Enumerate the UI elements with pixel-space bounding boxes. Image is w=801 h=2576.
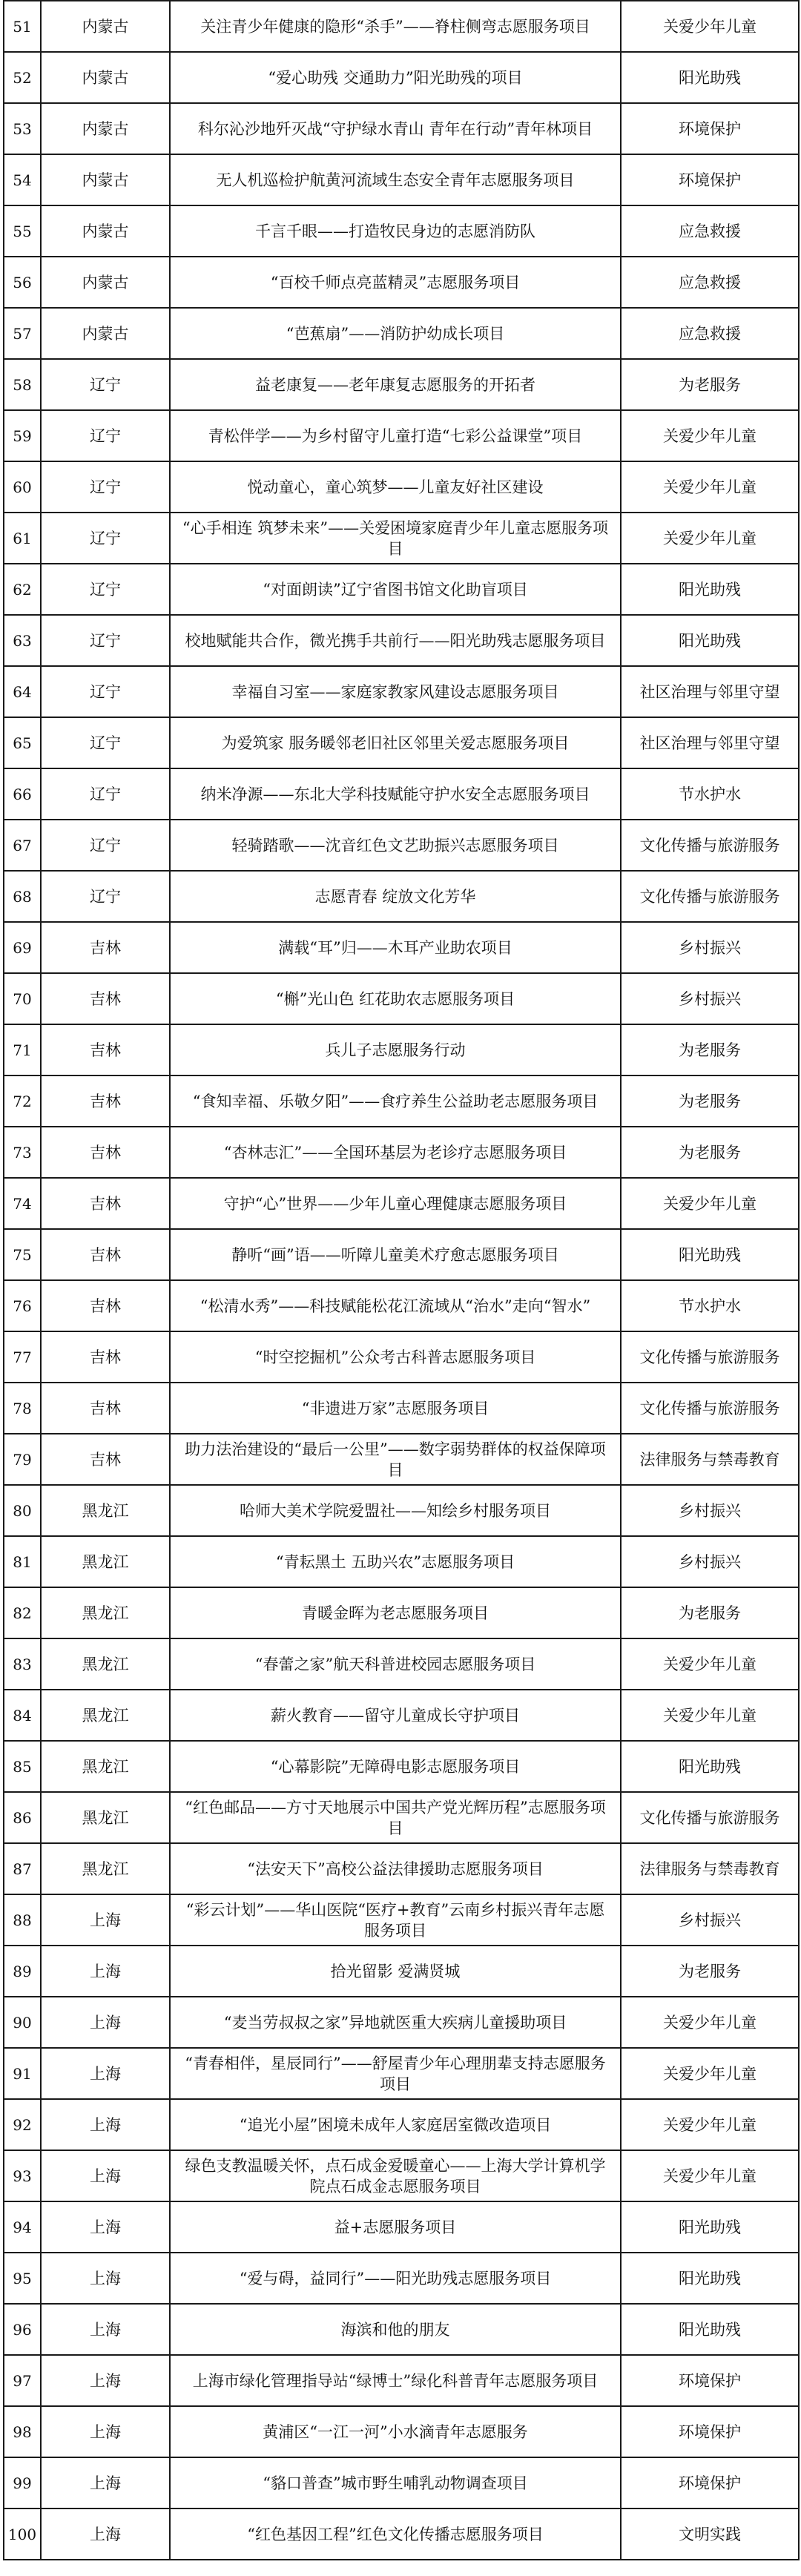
table-row <box>4 2150 799 2201</box>
project-name-cell: “芭蕉扇”——消防护幼成长项目 <box>170 308 621 359</box>
project-name-cell: “爱心助残 交通助力”阳光助残的项目 <box>170 52 621 103</box>
category-cell: 文化传播与旅游服务 <box>621 1331 799 1383</box>
table-row <box>4 359 799 410</box>
project-name-cell: “追光小屋”困境未成年人家庭居室微改造项目 <box>170 2099 621 2150</box>
province-cell: 吉林 <box>41 1229 170 1280</box>
table-row <box>4 461 799 513</box>
table-row <box>4 1485 799 1536</box>
table-row <box>4 1075 799 1127</box>
category-cell: 阳光助残 <box>621 1741 799 1792</box>
row-number-cell: 71 <box>4 1024 41 1075</box>
table-row <box>4 1331 799 1383</box>
category-cell: 环境保护 <box>621 103 799 154</box>
project-name-cell: 校地赋能共合作，微光携手共前行——阳光助残志愿服务项目 <box>170 615 621 666</box>
province-cell: 黑龙江 <box>41 1690 170 1741</box>
project-name-cell: 轻骑踏歌——沈音红色文艺助振兴志愿服务项目 <box>170 820 621 871</box>
province-cell: 黑龙江 <box>41 1485 170 1536</box>
table-row <box>4 973 799 1024</box>
province-cell: 辽宁 <box>41 871 170 922</box>
category-cell: 应急救援 <box>621 308 799 359</box>
province-cell: 辽宁 <box>41 461 170 513</box>
row-number-cell: 51 <box>4 1 41 52</box>
row-number-cell: 73 <box>4 1127 41 1178</box>
row-number-cell: 95 <box>4 2253 41 2304</box>
province-cell: 上海 <box>41 2099 170 2150</box>
project-name-cell: “红色邮品——方寸天地展示中国共产党光辉历程”志愿服务项目 <box>170 1792 621 1843</box>
project-name-cell: 绿色支教温暖关怀，点石成金爱暖童心——上海大学计算机学院点石成金志愿服务项目 <box>170 2150 621 2201</box>
table-row <box>4 1127 799 1178</box>
row-number-cell: 64 <box>4 666 41 717</box>
row-number-cell: 96 <box>4 2304 41 2355</box>
row-number-cell: 94 <box>4 2201 41 2253</box>
table-row <box>4 820 799 871</box>
project-name-cell: 兵儿子志愿服务行动 <box>170 1024 621 1075</box>
table-row <box>4 257 799 308</box>
table-row <box>4 564 799 615</box>
category-cell: 环境保护 <box>621 2457 799 2509</box>
project-name-cell: 益老康复——老年康复志愿服务的开拓者 <box>170 359 621 410</box>
category-cell: 关爱少年儿童 <box>621 2048 799 2099</box>
project-name-cell: 科尔沁沙地歼灭战“守护绿水青山 青年在行动”青年林项目 <box>170 103 621 154</box>
table-row <box>4 154 799 205</box>
category-cell: 社区治理与邻里守望 <box>621 717 799 768</box>
table-row <box>4 2406 799 2457</box>
row-number-cell: 97 <box>4 2355 41 2406</box>
table-row <box>4 768 799 820</box>
table-row <box>4 1946 799 1997</box>
province-cell: 辽宁 <box>41 717 170 768</box>
row-number-cell: 72 <box>4 1075 41 1127</box>
row-number-cell: 56 <box>4 257 41 308</box>
province-cell: 上海 <box>41 2509 170 2560</box>
project-name-cell: “彩云计划”——华山医院“医疗+教育”云南乡村振兴青年志愿服务项目 <box>170 1894 621 1946</box>
row-number-cell: 69 <box>4 922 41 973</box>
category-cell: 关爱少年儿童 <box>621 461 799 513</box>
row-number-cell: 82 <box>4 1587 41 1638</box>
category-cell: 阳光助残 <box>621 564 799 615</box>
province-cell: 辽宁 <box>41 564 170 615</box>
project-name-cell: “非遗进万家”志愿服务项目 <box>170 1383 621 1434</box>
table-row <box>4 2355 799 2406</box>
category-cell: 关爱少年儿童 <box>621 1638 799 1690</box>
row-number-cell: 59 <box>4 410 41 461</box>
category-cell: 环境保护 <box>621 2355 799 2406</box>
row-number-cell: 61 <box>4 513 41 564</box>
category-cell: 法律服务与禁毒教育 <box>621 1843 799 1894</box>
table-row <box>4 103 799 154</box>
project-name-cell: 青松伴学——为乡村留守儿童打造“七彩公益课堂”项目 <box>170 410 621 461</box>
row-number-cell: 80 <box>4 1485 41 1536</box>
province-cell: 上海 <box>41 2150 170 2201</box>
category-cell: 关爱少年儿童 <box>621 513 799 564</box>
project-name-cell: 悦动童心，童心筑梦——儿童友好社区建设 <box>170 461 621 513</box>
project-name-cell: “爱与碍，益同行”——阳光助残志愿服务项目 <box>170 2253 621 2304</box>
province-cell: 上海 <box>41 2406 170 2457</box>
row-number-cell: 99 <box>4 2457 41 2509</box>
project-name-cell: “松清水秀”——科技赋能松花江流域从“治水”走向“智水” <box>170 1280 621 1331</box>
row-number-cell: 52 <box>4 52 41 103</box>
project-name-cell: “春蕾之家”航天科普进校园志愿服务项目 <box>170 1638 621 1690</box>
category-cell: 关爱少年儿童 <box>621 1 799 52</box>
category-cell: 文化传播与旅游服务 <box>621 871 799 922</box>
category-cell: 节水护水 <box>621 768 799 820</box>
project-name-cell: 守护“心”世界——少年儿童心理健康志愿服务项目 <box>170 1178 621 1229</box>
table-row <box>4 1229 799 1280</box>
project-name-cell: “青耘黑土 五助兴农”志愿服务项目 <box>170 1536 621 1587</box>
province-cell: 辽宁 <box>41 410 170 461</box>
row-number-cell: 85 <box>4 1741 41 1792</box>
row-number-cell: 79 <box>4 1434 41 1485</box>
category-cell: 为老服务 <box>621 1127 799 1178</box>
category-cell: 社区治理与邻里守望 <box>621 666 799 717</box>
province-cell: 吉林 <box>41 1331 170 1383</box>
table-row <box>4 1536 799 1587</box>
category-cell: 关爱少年儿童 <box>621 1690 799 1741</box>
province-cell: 内蒙古 <box>41 103 170 154</box>
category-cell: 阳光助残 <box>621 2201 799 2253</box>
row-number-cell: 54 <box>4 154 41 205</box>
province-cell: 上海 <box>41 2355 170 2406</box>
province-cell: 黑龙江 <box>41 1792 170 1843</box>
province-cell: 辽宁 <box>41 820 170 871</box>
row-number-cell: 81 <box>4 1536 41 1587</box>
province-cell: 上海 <box>41 1997 170 2048</box>
table-row <box>4 2048 799 2099</box>
table-row <box>4 1178 799 1229</box>
category-cell: 为老服务 <box>621 359 799 410</box>
category-cell: 为老服务 <box>621 1075 799 1127</box>
row-number-cell: 86 <box>4 1792 41 1843</box>
category-cell: 阳光助残 <box>621 2304 799 2355</box>
row-number-cell: 70 <box>4 973 41 1024</box>
project-name-cell: 纳米净源——东北大学科技赋能守护水安全志愿服务项目 <box>170 768 621 820</box>
province-cell: 上海 <box>41 2201 170 2253</box>
row-number-cell: 58 <box>4 359 41 410</box>
project-name-cell: 满载“耳”归——木耳产业助农项目 <box>170 922 621 973</box>
table-row <box>4 1587 799 1638</box>
table-row <box>4 52 799 103</box>
category-cell: 关爱少年儿童 <box>621 2099 799 2150</box>
row-number-cell: 93 <box>4 2150 41 2201</box>
project-name-cell: “青春相伴，星辰同行”——舒屋青少年心理朋辈支持志愿服务项目 <box>170 2048 621 2099</box>
category-cell: 乡村振兴 <box>621 1485 799 1536</box>
project-name-cell: “百校千师点亮蓝精灵”志愿服务项目 <box>170 257 621 308</box>
category-cell: 关爱少年儿童 <box>621 410 799 461</box>
project-name-cell: “心手相连 筑梦未来”——关爱困境家庭青少年儿童志愿服务项目 <box>170 513 621 564</box>
table-row <box>4 717 799 768</box>
row-number-cell: 87 <box>4 1843 41 1894</box>
project-name-cell: 青暖金晖为老志愿服务项目 <box>170 1587 621 1638</box>
project-name-cell: “食知幸福、乐敬夕阳”——食疗养生公益助老志愿服务项目 <box>170 1075 621 1127</box>
category-cell: 阳光助残 <box>621 52 799 103</box>
province-cell: 内蒙古 <box>41 205 170 257</box>
province-cell: 内蒙古 <box>41 154 170 205</box>
category-cell: 应急救援 <box>621 257 799 308</box>
project-name-cell: “红色基因工程”红色文化传播志愿服务项目 <box>170 2509 621 2560</box>
project-name-cell: 拾光留影 爱满贤城 <box>170 1946 621 1997</box>
category-cell: 文化传播与旅游服务 <box>621 1792 799 1843</box>
category-cell: 阳光助残 <box>621 615 799 666</box>
province-cell: 辽宁 <box>41 615 170 666</box>
category-cell: 法律服务与禁毒教育 <box>621 1434 799 1485</box>
row-number-cell: 98 <box>4 2406 41 2457</box>
province-cell: 上海 <box>41 1946 170 1997</box>
category-cell: 关爱少年儿童 <box>621 1997 799 2048</box>
category-cell: 应急救援 <box>621 205 799 257</box>
project-name-cell: “槲”光山色 红花助农志愿服务项目 <box>170 973 621 1024</box>
category-cell: 文化传播与旅游服务 <box>621 1383 799 1434</box>
row-number-cell: 77 <box>4 1331 41 1383</box>
province-cell: 吉林 <box>41 1383 170 1434</box>
province-cell: 内蒙古 <box>41 52 170 103</box>
project-name-cell: 静听“画”语——听障儿童美术疗愈志愿服务项目 <box>170 1229 621 1280</box>
table-row <box>4 1434 799 1485</box>
table-row <box>4 1383 799 1434</box>
row-number-cell: 89 <box>4 1946 41 1997</box>
project-name-cell: 益+志愿服务项目 <box>170 2201 621 2253</box>
province-cell: 辽宁 <box>41 359 170 410</box>
project-name-cell: “时空挖掘机”公众考古科普志愿服务项目 <box>170 1331 621 1383</box>
project-name-cell: 幸福自习室——家庭家教家风建设志愿服务项目 <box>170 666 621 717</box>
category-cell: 文化传播与旅游服务 <box>621 820 799 871</box>
project-name-cell: 薪火教育——留守儿童成长守护项目 <box>170 1690 621 1741</box>
category-cell: 为老服务 <box>621 1587 799 1638</box>
row-number-cell: 55 <box>4 205 41 257</box>
province-cell: 辽宁 <box>41 768 170 820</box>
province-cell: 吉林 <box>41 1434 170 1485</box>
project-name-cell: “对面朗读”辽宁省图书馆文化助盲项目 <box>170 564 621 615</box>
row-number-cell: 76 <box>4 1280 41 1331</box>
table-row <box>4 1741 799 1792</box>
province-cell: 吉林 <box>41 1127 170 1178</box>
province-cell: 上海 <box>41 2304 170 2355</box>
table-row <box>4 1792 799 1843</box>
province-cell: 黑龙江 <box>41 1587 170 1638</box>
table-row <box>4 2099 799 2150</box>
table-row <box>4 1894 799 1946</box>
province-cell: 内蒙古 <box>41 1 170 52</box>
table-row <box>4 2201 799 2253</box>
table-row <box>4 1024 799 1075</box>
province-cell: 吉林 <box>41 922 170 973</box>
row-number-cell: 57 <box>4 308 41 359</box>
table-row <box>4 1280 799 1331</box>
category-cell: 乡村振兴 <box>621 922 799 973</box>
project-name-cell: 哈师大美术学院爱盟社——知绘乡村服务项目 <box>170 1485 621 1536</box>
project-name-cell: 黄浦区“一江一河”小水滴青年志愿服务 <box>170 2406 621 2457</box>
category-cell: 为老服务 <box>621 1946 799 1997</box>
category-cell: 乡村振兴 <box>621 973 799 1024</box>
category-cell: 节水护水 <box>621 1280 799 1331</box>
row-number-cell: 88 <box>4 1894 41 1946</box>
project-name-cell: 海滨和他的朋友 <box>170 2304 621 2355</box>
province-cell: 吉林 <box>41 1024 170 1075</box>
table-row <box>4 205 799 257</box>
row-number-cell: 100 <box>4 2509 41 2560</box>
table-row <box>4 1997 799 2048</box>
project-name-cell: 上海市绿化管理指导站“绿博士”绿化科普青年志愿服务项目 <box>170 2355 621 2406</box>
project-name-cell: 助力法治建设的“最后一公里”——数字弱势群体的权益保障项目 <box>170 1434 621 1485</box>
row-number-cell: 92 <box>4 2099 41 2150</box>
row-number-cell: 67 <box>4 820 41 871</box>
province-cell: 上海 <box>41 1894 170 1946</box>
row-number-cell: 91 <box>4 2048 41 2099</box>
table-row <box>4 513 799 564</box>
province-cell: 黑龙江 <box>41 1638 170 1690</box>
row-number-cell: 65 <box>4 717 41 768</box>
project-name-cell: 为爱筑家 服务暖邻老旧社区邻里关爱志愿服务项目 <box>170 717 621 768</box>
project-name-cell: 关注青少年健康的隐形“杀手”——脊柱侧弯志愿服务项目 <box>170 1 621 52</box>
project-name-cell: “法安天下”高校公益法律援助志愿服务项目 <box>170 1843 621 1894</box>
province-cell: 吉林 <box>41 1075 170 1127</box>
province-cell: 黑龙江 <box>41 1843 170 1894</box>
table-row <box>4 922 799 973</box>
category-cell: 环境保护 <box>621 154 799 205</box>
table-row <box>4 2509 799 2560</box>
row-number-cell: 66 <box>4 768 41 820</box>
province-cell: 黑龙江 <box>41 1741 170 1792</box>
category-cell: 乡村振兴 <box>621 1894 799 1946</box>
project-name-cell: “貉口普查”城市野生哺乳动物调查项目 <box>170 2457 621 2509</box>
category-cell: 关爱少年儿童 <box>621 1178 799 1229</box>
category-cell: 阳光助残 <box>621 1229 799 1280</box>
table-row <box>4 871 799 922</box>
row-number-cell: 83 <box>4 1638 41 1690</box>
row-number-cell: 60 <box>4 461 41 513</box>
row-number-cell: 74 <box>4 1178 41 1229</box>
table-row <box>4 2457 799 2509</box>
row-number-cell: 78 <box>4 1383 41 1434</box>
category-cell: 文明实践 <box>621 2509 799 2560</box>
table-row <box>4 308 799 359</box>
row-number-cell: 62 <box>4 564 41 615</box>
category-cell: 为老服务 <box>621 1024 799 1075</box>
project-name-cell: 千言千眼——打造牧民身边的志愿消防队 <box>170 205 621 257</box>
table-row <box>4 1843 799 1894</box>
row-number-cell: 63 <box>4 615 41 666</box>
province-cell: 吉林 <box>41 1280 170 1331</box>
project-name-cell: “心幕影院”无障碍电影志愿服务项目 <box>170 1741 621 1792</box>
row-number-cell: 84 <box>4 1690 41 1741</box>
table-body <box>4 1 799 2560</box>
table-row <box>4 410 799 461</box>
row-number-cell: 90 <box>4 1997 41 2048</box>
province-cell: 内蒙古 <box>41 257 170 308</box>
table-row <box>4 615 799 666</box>
project-list-table <box>3 0 800 2560</box>
province-cell: 吉林 <box>41 973 170 1024</box>
project-name-cell: “杏林志汇”——全国环基层为老诊疗志愿服务项目 <box>170 1127 621 1178</box>
row-number-cell: 75 <box>4 1229 41 1280</box>
table-row <box>4 2253 799 2304</box>
province-cell: 黑龙江 <box>41 1536 170 1587</box>
table-row <box>4 1690 799 1741</box>
table-row <box>4 1 799 52</box>
project-name-cell: “麦当劳叔叔之家”异地就医重大疾病儿童援助项目 <box>170 1997 621 2048</box>
province-cell: 上海 <box>41 2253 170 2304</box>
category-cell: 关爱少年儿童 <box>621 2150 799 2201</box>
province-cell: 内蒙古 <box>41 308 170 359</box>
province-cell: 吉林 <box>41 1178 170 1229</box>
province-cell: 辽宁 <box>41 513 170 564</box>
table-row <box>4 1638 799 1690</box>
category-cell: 乡村振兴 <box>621 1536 799 1587</box>
table-row <box>4 2304 799 2355</box>
row-number-cell: 53 <box>4 103 41 154</box>
table-row <box>4 666 799 717</box>
category-cell: 阳光助残 <box>621 2253 799 2304</box>
project-name-cell: 志愿青春 绽放文化芳华 <box>170 871 621 922</box>
project-name-cell: 无人机巡检护航黄河流域生态安全青年志愿服务项目 <box>170 154 621 205</box>
category-cell: 环境保护 <box>621 2406 799 2457</box>
row-number-cell: 68 <box>4 871 41 922</box>
province-cell: 上海 <box>41 2048 170 2099</box>
province-cell: 上海 <box>41 2457 170 2509</box>
province-cell: 辽宁 <box>41 666 170 717</box>
